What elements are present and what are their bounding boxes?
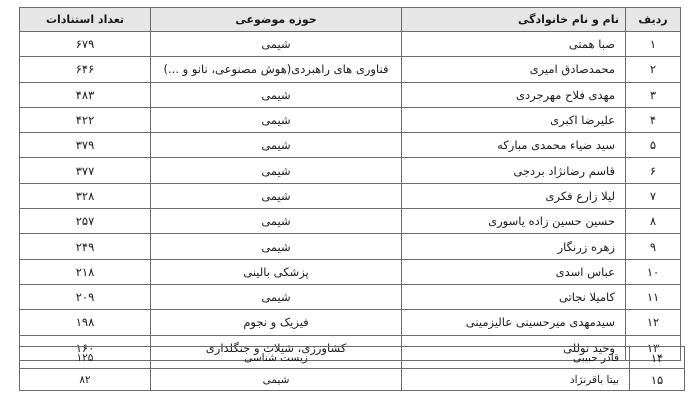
name-cell: محمدصادق امیری: [402, 57, 626, 82]
table-row: [20, 183, 681, 208]
field-cell: فیزیک و نجوم: [151, 310, 402, 335]
rank-cell: ۲: [626, 57, 681, 82]
field-cell: شیمی: [151, 234, 402, 259]
field-cell: شیمی: [151, 209, 402, 234]
field-cell: پزشکی بالینی: [151, 259, 402, 284]
field-cell: زیست شناسی: [151, 347, 402, 369]
rank-cell: ۵: [626, 133, 681, 158]
citations-cell: ۱۲۵: [20, 347, 151, 369]
rank-cell: ۴: [626, 107, 681, 132]
appended-rows-body: [20, 347, 685, 391]
citations-cell: ۲۴۹: [20, 234, 151, 259]
rank-cell: ۱۱: [626, 284, 681, 309]
table-row: [20, 310, 681, 335]
table-row: [20, 369, 685, 391]
table-row: [20, 284, 681, 309]
rank-cell: ۶: [626, 158, 681, 183]
citations-cell: ۱۶۰: [20, 335, 151, 360]
field-cell: شیمی: [151, 284, 402, 309]
field-cell: فناوری های راهبردی(هوش مصنوعی، نانو و ...): [151, 57, 402, 82]
table-row: [20, 259, 681, 284]
name-cell: زهره زرنگار: [402, 234, 626, 259]
name-cell: لیلا زارع فکری: [402, 183, 626, 208]
rank-cell: ۳: [626, 82, 681, 107]
name-cell: مهدی فلاح مهرجردی: [402, 82, 626, 107]
header-name: نام و نام خانوادگی: [402, 8, 626, 32]
field-cell: شیمی: [151, 183, 402, 208]
name-cell: بیتا باقرنژاد: [402, 369, 630, 391]
table-header-row: [20, 8, 681, 32]
researchers-table-container: [19, 7, 676, 361]
field-cell: شیمی: [151, 32, 402, 57]
citations-cell: ۶۷۹: [20, 32, 151, 57]
table-row: [20, 107, 681, 132]
appended-rows-table: [19, 346, 685, 391]
appended-rows-container: [19, 346, 676, 391]
header-rank: ردیف: [626, 8, 681, 32]
name-cell: حسین حسین زاده یاسوری: [402, 209, 626, 234]
table-row: [20, 158, 681, 183]
citations-cell: ۴۲۲: [20, 107, 151, 132]
citations-cell: ۲۵۷: [20, 209, 151, 234]
table-row: [20, 234, 681, 259]
rank-cell: ۱۴: [630, 347, 685, 369]
field-cell: شیمی: [151, 107, 402, 132]
name-cell: سید ضیاء محمدی مبارکه: [402, 133, 626, 158]
name-cell: قادر حبیبی: [402, 347, 630, 369]
name-cell: صبا همتی: [402, 32, 626, 57]
citations-cell: ۳۷۷: [20, 158, 151, 183]
rank-cell: ۱۰: [626, 259, 681, 284]
header-field: حوزه موضوعی: [151, 8, 402, 32]
citations-cell: ۴۸۳: [20, 82, 151, 107]
field-cell: کشاورزی، شیلات و جنگلداری: [151, 335, 402, 360]
citations-cell: ۱۹۸: [20, 310, 151, 335]
rank-cell: ۸: [626, 209, 681, 234]
field-cell: شیمی: [151, 369, 402, 391]
rank-cell: ۹: [626, 234, 681, 259]
citations-cell: ۲۰۹: [20, 284, 151, 309]
rank-cell: ۱: [626, 32, 681, 57]
name-cell: کامیلا نجاتی: [402, 284, 626, 309]
name-cell: سیدمهدی میرحسینی عالیزمینی: [402, 310, 626, 335]
citations-cell: ۲۱۸: [20, 259, 151, 284]
researchers-table: [19, 7, 681, 361]
rank-cell: ۱۵: [630, 369, 685, 391]
table-row: [20, 57, 681, 82]
rank-cell: ۱۲: [626, 310, 681, 335]
citations-cell: ۶۴۶: [20, 57, 151, 82]
field-cell: شیمی: [151, 133, 402, 158]
name-cell: وحید توللی: [402, 335, 626, 360]
table-row: [20, 209, 681, 234]
citations-cell: ۸۲: [20, 369, 151, 391]
table-row: [20, 32, 681, 57]
field-cell: شیمی: [151, 158, 402, 183]
table-row: [20, 347, 685, 369]
name-cell: عباس اسدی: [402, 259, 626, 284]
citations-cell: ۳۲۸: [20, 183, 151, 208]
citations-cell: ۳۷۹: [20, 133, 151, 158]
rank-cell: ۱۳: [626, 335, 681, 360]
table-body: [20, 32, 681, 361]
header-citations: تعداد استنادات: [20, 8, 151, 32]
name-cell: علیرضا اکبری: [402, 107, 626, 132]
table-row: [20, 82, 681, 107]
field-cell: شیمی: [151, 82, 402, 107]
table-row: [20, 133, 681, 158]
name-cell: قاسم رضانژاد بردجی: [402, 158, 626, 183]
rank-cell: ۷: [626, 183, 681, 208]
